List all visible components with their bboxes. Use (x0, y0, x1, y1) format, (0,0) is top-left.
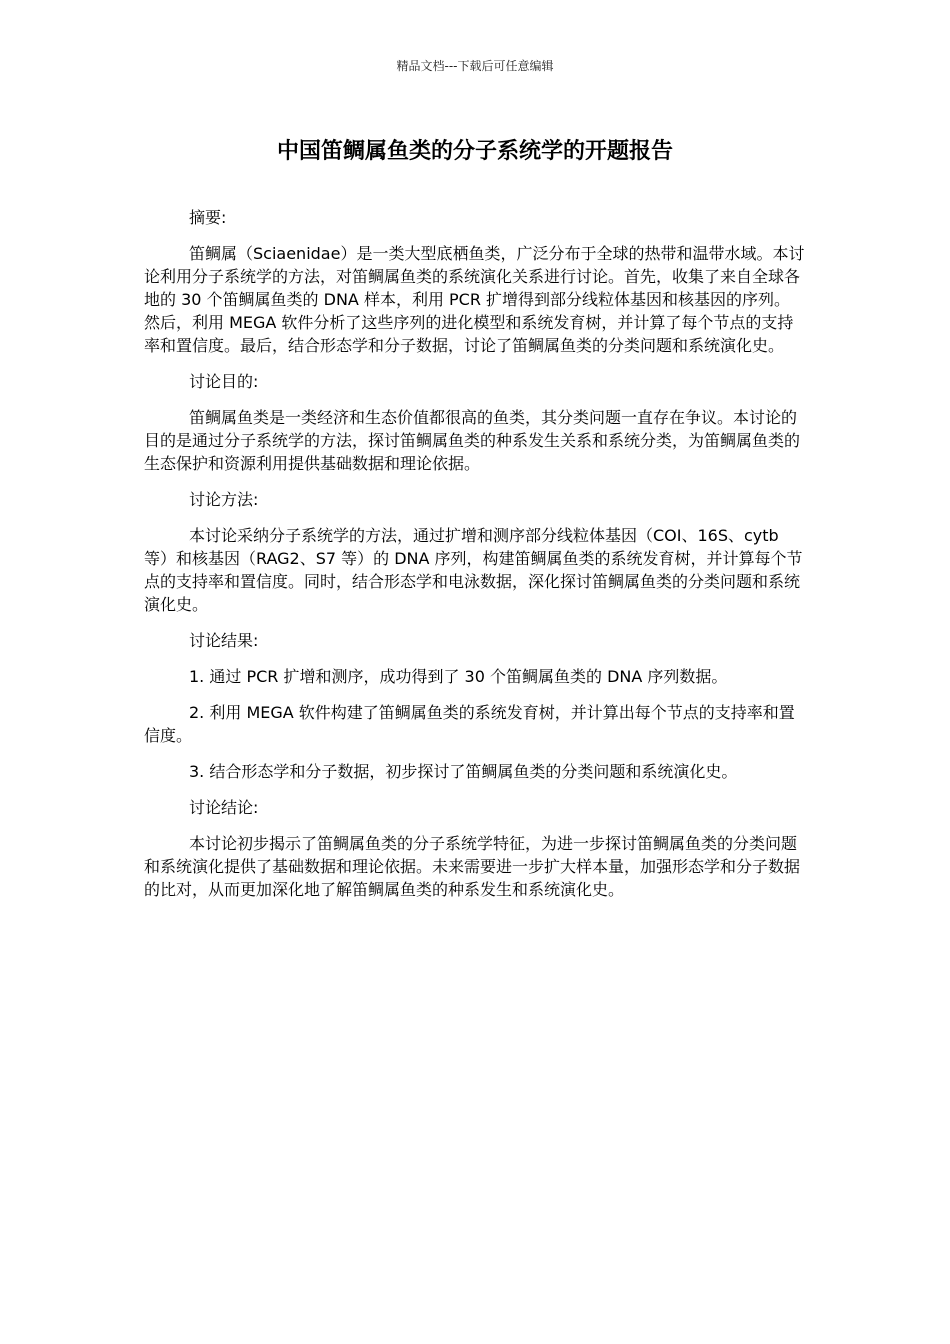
result-item-3: 3. 结合形态学和分子数据，初步探讨了笛鲷属鱼类的分类问题和系统演化史。 (189, 762, 738, 781)
header-note: 精品文档---下载后可任意编辑 (396, 59, 554, 73)
purpose-paragraph: 笛鲷属鱼类是一类经济和生态价值都很高的鱼类，其分类问题一直存在争议。本讨论的目的是通过分子系统学的方法，探讨笛鲷属鱼类的种系发生关系和系统分类，为笛鲷属鱼类的生态保护和资源利用提供基础数据和理论依据。 (144, 408, 801, 473)
abstract-heading: 摘要: (189, 208, 227, 227)
abstract-paragraph: 笛鲷属（Sciaenidae）是一类大型底栖鱼类，广泛分布于全球的热带和温带水域。本讨论利用分子系统学的方法，对笛鲷属鱼类的系统演化关系进行讨论。首先，收集了来自全球各地的 30 个笛鲷属鱼类的 DNA 样本，利用 PCR 扩增得到部分线粒体基因和核基因的序列。然后，利用 MEGA 软件分析了这些序列的进化模型和系统发育树，并计算了每个节点的支持率和置信度。最后，结合形态学和分子数据，讨论了笛鲷属鱼类的分类问题和系统演化史。 (144, 244, 805, 355)
method-paragraph: 本讨论采纳分子系统学的方法，通过扩增和测序部分线粒体基因（COI、16S、cytb 等）和核基因（RAG2、S7 等）的 DNA 序列，构建笛鲷属鱼类的系统发育树，并计算每个节点的支持率和置信度。同时，结合形态学和电泳数据，深化探讨笛鲷属鱼类的分类问题和系统演化史。 (144, 526, 803, 614)
result-heading: 讨论结果: (189, 631, 259, 650)
result-item-1: 1. 通过 PCR 扩增和测序，成功得到了 30 个笛鲷属鱼类的 DNA 序列数据。 (189, 667, 728, 686)
method-heading: 讨论方法: (189, 490, 259, 509)
result-item-2: 2. 利用 MEGA 软件构建了笛鲷属鱼类的系统发育树，并计算出每个节点的支持率和置信度。 (144, 703, 795, 745)
conclusion-heading: 讨论结论: (189, 798, 259, 817)
page-title: 中国笛鲷属鱼类的分子系统学的开题报告 (276, 139, 673, 164)
document-body (144, 206, 806, 914)
purpose-heading: 讨论目的: (189, 372, 259, 391)
conclusion-paragraph: 本讨论初步揭示了笛鲷属鱼类的分子系统学特征，为进一步探讨笛鲷属鱼类的分类问题和系统演化提供了基础数据和理论依据。未来需要进一步扩大样本量，加强形态学和分子数据的比对，从而更加深化地了解笛鲷属鱼类的种系发生和系统演化史。 (144, 834, 801, 899)
